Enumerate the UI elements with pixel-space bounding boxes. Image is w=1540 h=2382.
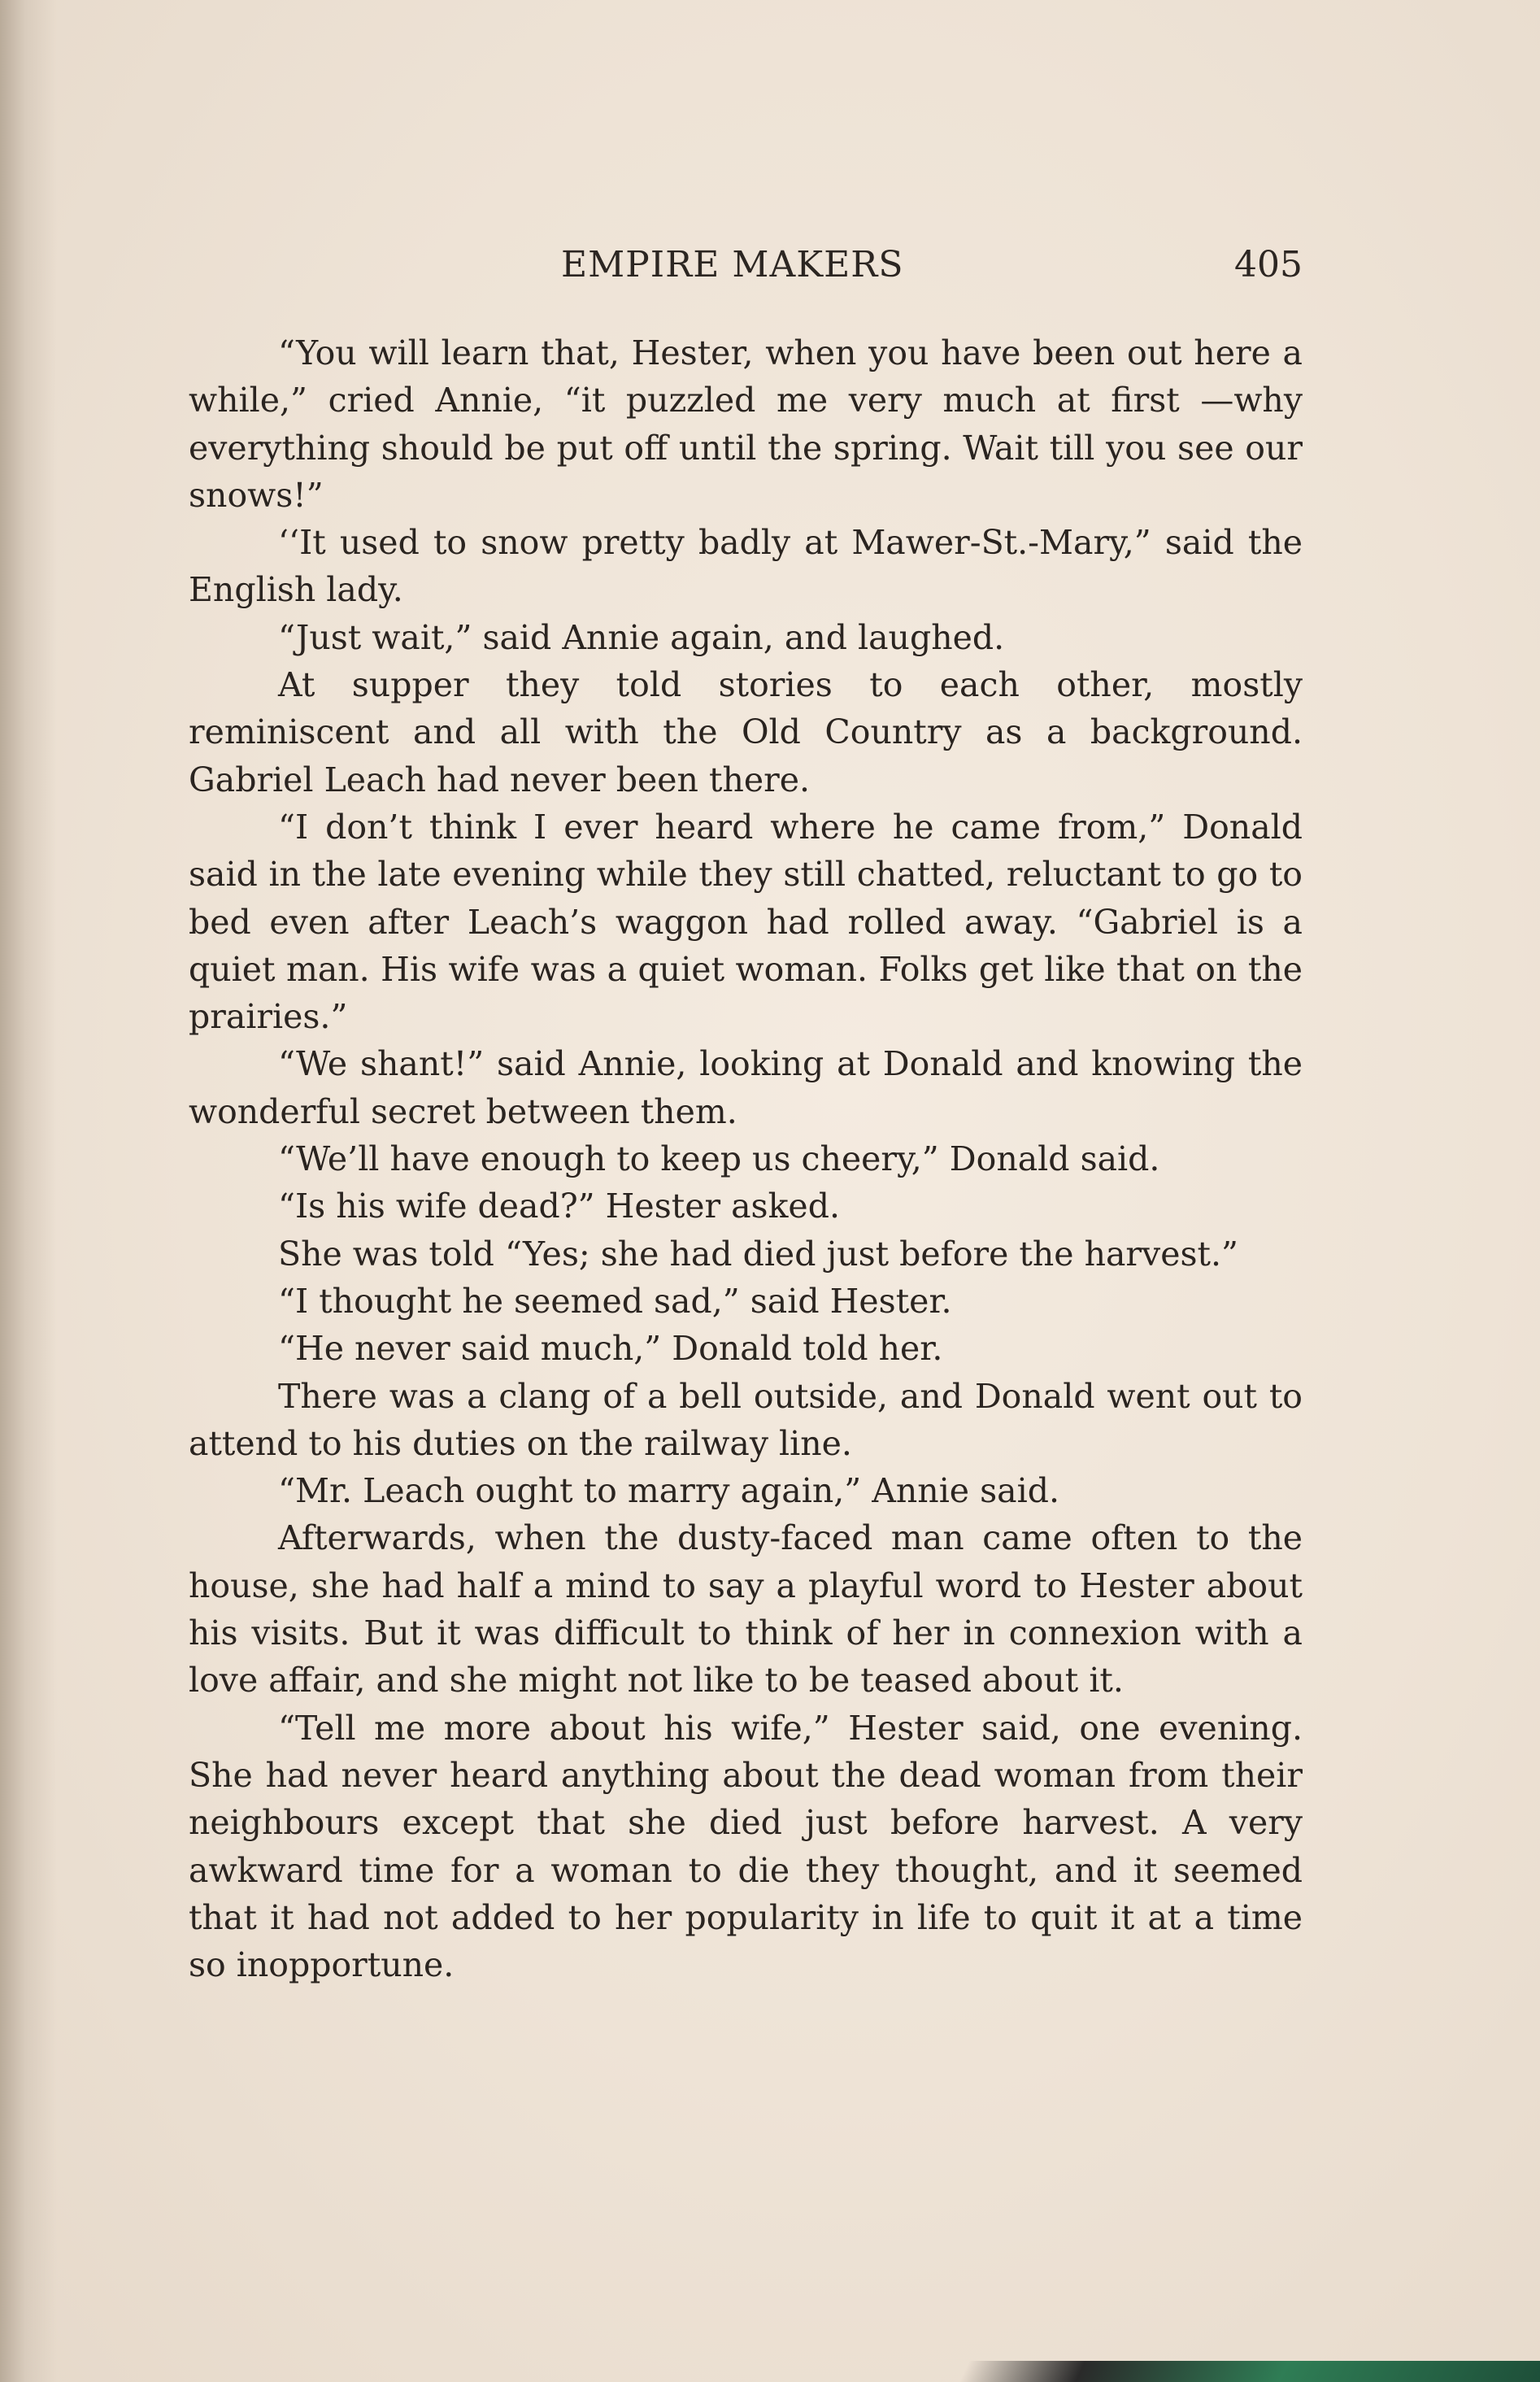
paragraph: “I don’t think I ever heard where he came from,” Donald said in the late evening while they still chatted, reluctant to go to bed even after Leach’s waggon had rolled away. “Gabriel is a quiet man. His wife was a quiet woman. Folks get like that on the prairies.” — [189, 807, 1303, 1037]
paragraph: “We’ll have enough to keep us cheery,” Donald said. — [278, 1139, 1160, 1179]
paragraph: “Tell me more about his wife,” Hester said, one evening. She had never heard anything about the dead woman from their neighbours except that she died just before harvest. A very awkward time for a woman to die they thought, and it seemed that it had not added to her popularity in life to quit it at a time so inopportune. — [189, 1708, 1303, 1985]
paragraph: At supper they told stories to each other, mostly reminiscent and all with the Old Country as a background. Gabriel Leach had never been there. — [189, 665, 1303, 799]
paragraph: There was a clang of a bell outside, and Donald went out to attend to his duties on the railway line. — [189, 1376, 1303, 1463]
running-title: EMPIRE MAKERS — [561, 244, 904, 285]
paragraph: “Mr. Leach ought to marry again,” Annie said. — [278, 1471, 1059, 1511]
spine-shadow — [0, 0, 57, 2382]
paragraph: “You will learn that, Hester, when you have been out here a while,” cried Annie, “it puzzled me very much at first —why everything should be put off until the spring. Wait till you see our snows!” — [189, 333, 1303, 515]
bottom-edge-stripe — [959, 2361, 1540, 2382]
page-number: 405 — [1234, 244, 1303, 285]
paragraph: “He never said much,” Donald told her. — [278, 1329, 943, 1369]
paragraph: Afterwards, when the dusty-faced man came often to the house, she had half a mind to say a playful word to Hester about his visits. But it was difficult to think of her in connexion with a love affair, and she might not like to be teased about it. — [189, 1518, 1303, 1700]
paragraph: “We shant!” said Annie, looking at Donald and knowing the wonderful secret between them. — [189, 1044, 1303, 1131]
body-text — [189, 329, 1303, 1988]
running-header — [561, 244, 1303, 293]
paragraph: She was told “Yes; she had died just before the harvest.” — [278, 1234, 1238, 1274]
paragraph: “Just wait,” said Annie again, and laughed. — [278, 617, 1005, 657]
paragraph: ‘‘It used to snow pretty badly at Mawer-St.-Mary,” said the English lady. — [189, 523, 1303, 610]
paragraph: “I thought he seemed sad,” said Hester. — [278, 1281, 952, 1321]
paragraph: “Is his wife dead?” Hester asked. — [278, 1187, 840, 1226]
